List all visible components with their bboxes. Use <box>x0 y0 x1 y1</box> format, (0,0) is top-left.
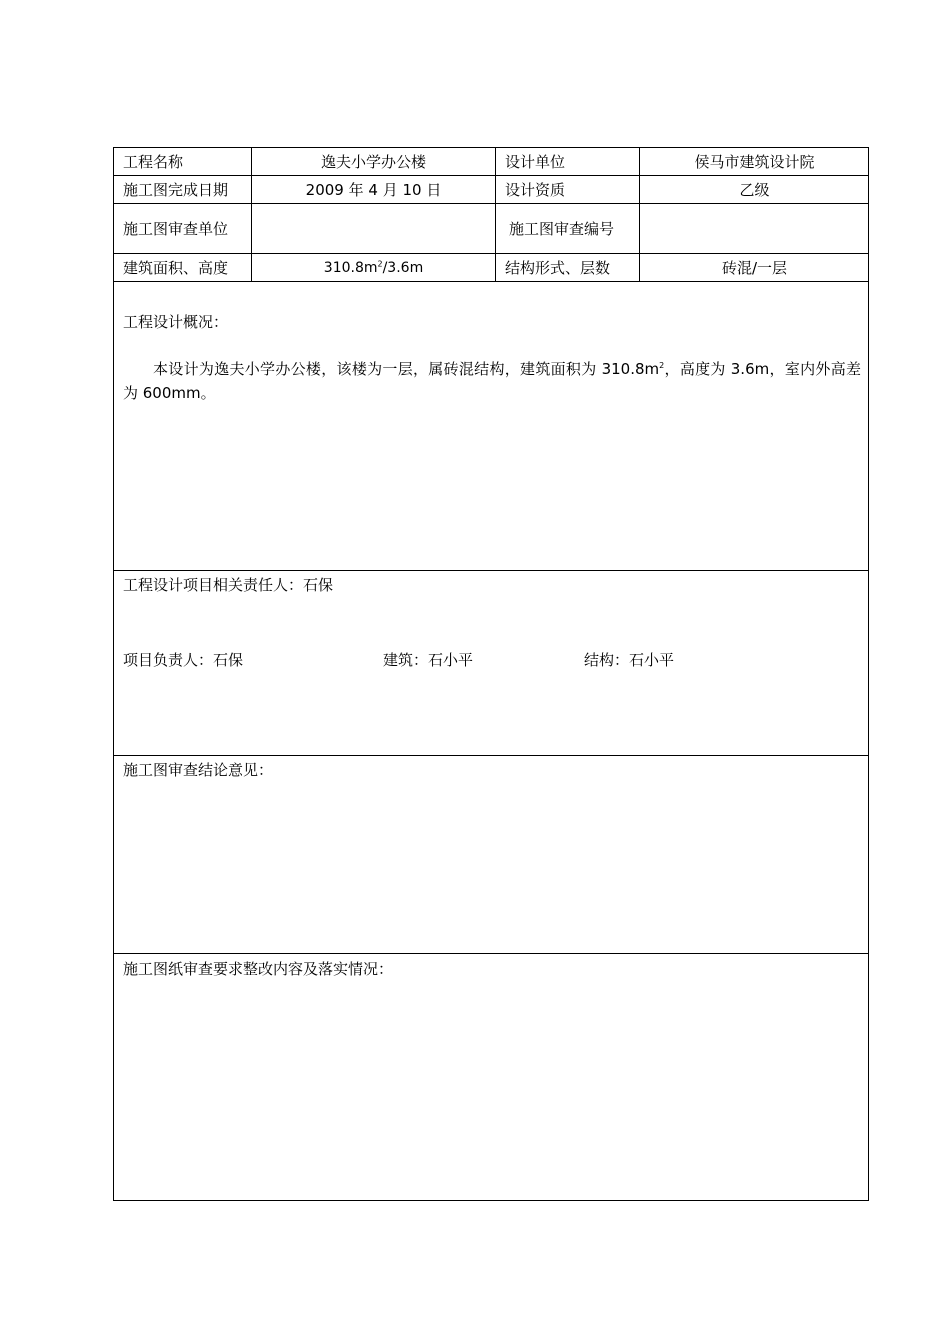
row-divider <box>114 203 868 204</box>
row-divider <box>114 253 868 254</box>
overview-text-part1: 本设计为逸夫小学办公楼，该楼为一层，属砖混结构，建筑面积为 310.8m <box>153 360 660 378</box>
project-name-label: 工程名称 <box>123 153 184 171</box>
design-qualification-value: 乙级 <box>739 181 770 199</box>
review-number-label: 施工图审查编号 <box>509 220 615 238</box>
design-unit-value: 侯马市建筑设计院 <box>694 153 815 171</box>
architecture-lead: 建筑：石小平 <box>383 651 474 669</box>
row-divider <box>114 175 868 176</box>
area-unit-exponent: 2 <box>377 259 383 269</box>
design-qualification-label: 设计资质 <box>505 181 566 199</box>
overview-area-exponent: 2 <box>659 361 665 370</box>
structure-value: 砖混/一层 <box>721 259 788 277</box>
area-value: 310.8m <box>323 260 378 276</box>
section-divider <box>114 755 868 756</box>
section-divider <box>114 570 868 571</box>
project-lead: 项目负责人：石保 <box>123 651 244 669</box>
review-unit-label: 施工图审查单位 <box>123 220 229 238</box>
project-name-value: 逸夫小学办公楼 <box>320 153 426 171</box>
overview-heading: 工程设计概况： <box>123 313 229 331</box>
overview-text-part2: ，高度为 3.6m，室内外高差为 600mm。 <box>123 360 861 402</box>
structure-lead: 结构：石小平 <box>584 651 675 669</box>
completion-date-value: 2009 年 4 月 10 日 <box>305 181 442 199</box>
row-divider <box>114 281 868 282</box>
area-height-label: 建筑面积、高度 <box>123 259 229 277</box>
review-conclusion-heading: 施工图审查结论意见： <box>123 761 274 779</box>
section-divider <box>114 953 868 954</box>
area-height-value <box>252 259 495 277</box>
review-form-table <box>113 147 869 1201</box>
structure-label: 结构形式、层数 <box>505 259 611 277</box>
completion-date-label: 施工图完成日期 <box>123 181 229 199</box>
responsible-heading: 工程设计项目相关责任人：石保 <box>123 576 334 594</box>
rectification-heading: 施工图纸审查要求整改内容及落实情况： <box>123 960 394 978</box>
design-unit-label: 设计单位 <box>505 153 566 171</box>
overview-text <box>123 357 861 405</box>
height-value: /3.6m <box>382 260 424 276</box>
